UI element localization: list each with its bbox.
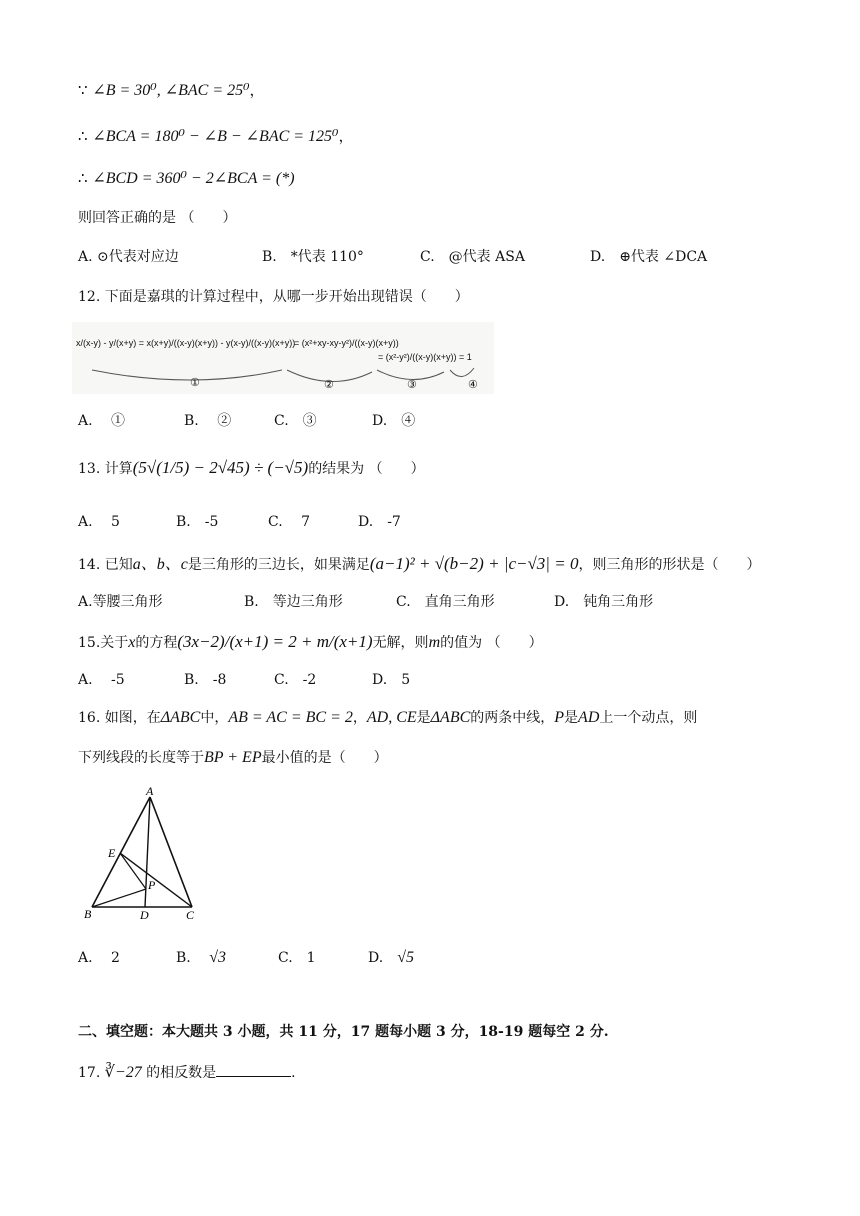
q16-math: BP + EP (204, 749, 262, 766)
q17-suffix: 的相反数是 (146, 1065, 217, 1081)
q15-option-d[interactable] (372, 670, 410, 690)
q16-text: 的两条中线， (470, 710, 555, 726)
segment-ep (120, 853, 146, 889)
q16-math: AB = AC = BC = 2 (228, 709, 353, 726)
comma: ， (249, 81, 265, 99)
q17-stem (78, 1062, 296, 1083)
option-text: -7 (387, 514, 401, 530)
proof-expr-1: ∠B = 30⁰, ∠BAC = 25⁰ (92, 82, 250, 99)
option-label: A. (78, 413, 93, 429)
label-a: A (146, 785, 154, 798)
q16-option-d[interactable] (368, 948, 414, 968)
option-label: A. (78, 514, 93, 530)
process-mark-1: ① (190, 376, 200, 389)
option-label: D. (372, 672, 388, 688)
q11-option-b[interactable] (262, 247, 364, 267)
option-label: B. (244, 594, 259, 610)
option-label: B. (184, 413, 199, 429)
q14-suffix: ，则三角形的形状是（ ） (578, 557, 761, 573)
q13-stem (78, 458, 425, 479)
option-text: 1 (306, 950, 316, 966)
q13-option-a[interactable] (78, 512, 120, 532)
option-text: -8 (212, 672, 227, 688)
q15-stem (78, 632, 543, 653)
q11-option-d[interactable] (590, 247, 707, 267)
option-label: D. (368, 950, 384, 966)
q11-option-c[interactable] (420, 247, 525, 267)
option-text: √5 (397, 949, 414, 966)
option-text: 5 (401, 672, 411, 688)
option-text: ③ (302, 413, 317, 429)
comma: ， (338, 127, 354, 145)
q12-option-d[interactable] (372, 411, 415, 431)
proof-line-3 (78, 168, 295, 189)
option-label: A. (78, 672, 93, 688)
q15-option-c[interactable] (274, 670, 316, 690)
option-label: A. (78, 594, 93, 610)
label-d: D (140, 908, 149, 920)
option-label: D. (590, 249, 606, 265)
q16-stem-line-1 (78, 708, 697, 728)
option-text: ④ (401, 413, 416, 429)
q13-prefix: 13. 计算 (78, 461, 133, 477)
label-b: B (84, 907, 92, 920)
q17-prefix: 17. (78, 1065, 101, 1081)
option-label: A. (78, 249, 93, 265)
q17-end: . (291, 1065, 296, 1081)
option-label: C. (420, 249, 435, 265)
q16-text: 是 (564, 710, 579, 726)
process-mark-2: ② (324, 378, 334, 391)
q16-option-b[interactable] (176, 948, 226, 968)
process-mark-3: ③ (407, 378, 417, 391)
option-text: ② (217, 413, 232, 429)
q15-expr: (3x−2)/(x+1) = 2 + m/(x+1) (177, 632, 373, 651)
q11-option-a[interactable] (78, 247, 179, 267)
q16-text: 下列线段的长度等于 (78, 750, 204, 766)
proof-line-2 (78, 126, 353, 147)
option-text: *代表 110° (290, 249, 364, 265)
q16-math: ΔABC (430, 709, 471, 726)
q15-suffix1: 无解，则 (372, 635, 429, 651)
option-label: C. (278, 950, 293, 966)
option-label: B. (176, 950, 191, 966)
q14-mid: 是三角形的三边长，如果满足 (187, 557, 370, 573)
option-text: √3 (209, 949, 226, 966)
process-step-3: = (x²-y²)/((x-y)(x+y)) = 1 (378, 352, 472, 362)
option-text: -2 (302, 672, 317, 688)
option-text: 直角三角形 (424, 594, 495, 610)
label-c: C (186, 908, 195, 920)
because-symbol: ∵ (78, 81, 93, 99)
q15-suffix2: 的值为 （ ） (440, 635, 543, 651)
proof-line-1 (78, 80, 265, 101)
option-text: @代表 ASA (448, 249, 525, 265)
triangle-figure (80, 785, 210, 920)
q13-option-c[interactable] (268, 512, 310, 532)
therefore-symbol: ∴ (78, 127, 93, 145)
q14-expr: (a−1)² + √(b−2) + |c−√3| = 0 (369, 554, 579, 573)
q12-stem: 12. 下面是嘉琪的计算过程中，从哪一步开始出现错误（ ） (78, 289, 469, 305)
q13-expr: (5√(1/5) − 2√45) ÷ (−√5) (132, 458, 309, 477)
label-p: P (148, 878, 156, 892)
q16-text: 是 (416, 710, 431, 726)
q16-text: 16. 如图，在 (78, 710, 161, 726)
q16-stem-line-2 (78, 748, 388, 768)
process-step-2: = (x²+xy-xy-y²)/((x-y)(x+y)) (294, 338, 399, 348)
q16-math: AD, CE (366, 709, 417, 726)
option-text: 等腰三角形 (92, 594, 163, 610)
q12-option-c[interactable] (274, 411, 317, 431)
option-label: D. (372, 413, 388, 429)
q12-process-image (72, 322, 494, 394)
q17-expr: ∛−27 (104, 1064, 142, 1081)
option-label: A. (78, 950, 93, 966)
q17-answer-blank[interactable] (216, 1062, 291, 1077)
q14-option-b[interactable] (244, 592, 343, 612)
option-label: D. (554, 594, 570, 610)
label-e: E (108, 846, 116, 860)
q16-option-a[interactable] (78, 948, 120, 968)
q16-math: AD (578, 709, 600, 726)
therefore-symbol: ∴ (78, 169, 93, 187)
option-text: 5 (111, 514, 120, 530)
q14-vars: a、b、c (132, 556, 188, 573)
option-text: 等边三角形 (272, 594, 343, 610)
option-text: -5 (111, 672, 125, 688)
option-label: B. (176, 514, 191, 530)
q12-option-b[interactable] (184, 411, 231, 431)
option-label: C. (396, 594, 411, 610)
section-2-heading: 二、填空题：本大题共 3 小题，共 11 分，17 题每小题 3 分，18-19 题每空 2 分. (78, 1024, 609, 1040)
arrow-4 (450, 368, 474, 377)
q15-mid: 的方程 (135, 635, 178, 651)
q14-option-d[interactable] (554, 592, 653, 612)
q16-math: P (554, 709, 565, 726)
q13-option-d[interactable] (358, 512, 401, 532)
option-text: 2 (111, 950, 120, 966)
option-label: C. (268, 514, 283, 530)
q14-prefix: 14. 已知 (78, 557, 133, 573)
q14-stem (78, 554, 760, 575)
q16-math: ΔABC (160, 709, 201, 726)
process-step-1: x/(x-y) - y/(x+y) = x(x+y)/((x-y)(x+y)) - y(x-y)/((x-y)(x+y)) (76, 338, 296, 348)
q15-var2: m (428, 634, 441, 651)
q16-text: 最小值的是（ ） (261, 750, 388, 766)
proof-expr-2: ∠BCA = 180⁰ − ∠B − ∠BAC = 125⁰ (92, 128, 339, 145)
arrow-1 (92, 370, 282, 380)
q15-option-a[interactable] (78, 670, 125, 690)
option-text: ① (111, 413, 126, 429)
proof-expr-3: ∠BCD = 360⁰ − 2∠BCA = (*) (92, 170, 295, 187)
q16-option-c[interactable] (278, 948, 316, 968)
option-label: B. (184, 672, 199, 688)
q14-option-c[interactable] (396, 592, 495, 612)
option-label: C. (274, 672, 289, 688)
q15-var: x (128, 634, 136, 651)
option-text: 7 (301, 514, 311, 530)
q12-option-a[interactable] (78, 411, 125, 431)
option-text: ⊙代表对应边 (97, 249, 179, 265)
option-text: 钝角三角形 (583, 594, 654, 610)
option-label: B. (262, 249, 277, 265)
q13-suffix: 的结果为 （ ） (308, 461, 425, 477)
proof-ask: 则回答正确的是 （ ） (78, 210, 237, 226)
q13-option-b[interactable] (176, 512, 218, 532)
option-text: -5 (204, 514, 219, 530)
q15-option-b[interactable] (184, 670, 226, 690)
q16-text: ， (352, 710, 367, 726)
q16-text: 上一个动点，则 (599, 710, 698, 726)
option-label: C. (274, 413, 289, 429)
option-label: D. (358, 514, 374, 530)
triangle-diagram (80, 785, 210, 920)
q14-option-a[interactable] (78, 592, 163, 612)
option-text: ⊕代表 ∠DCA (619, 249, 708, 265)
q15-prefix: 15.关于 (78, 635, 129, 651)
q16-text: 中， (200, 710, 229, 726)
process-mark-4: ④ (468, 378, 478, 391)
